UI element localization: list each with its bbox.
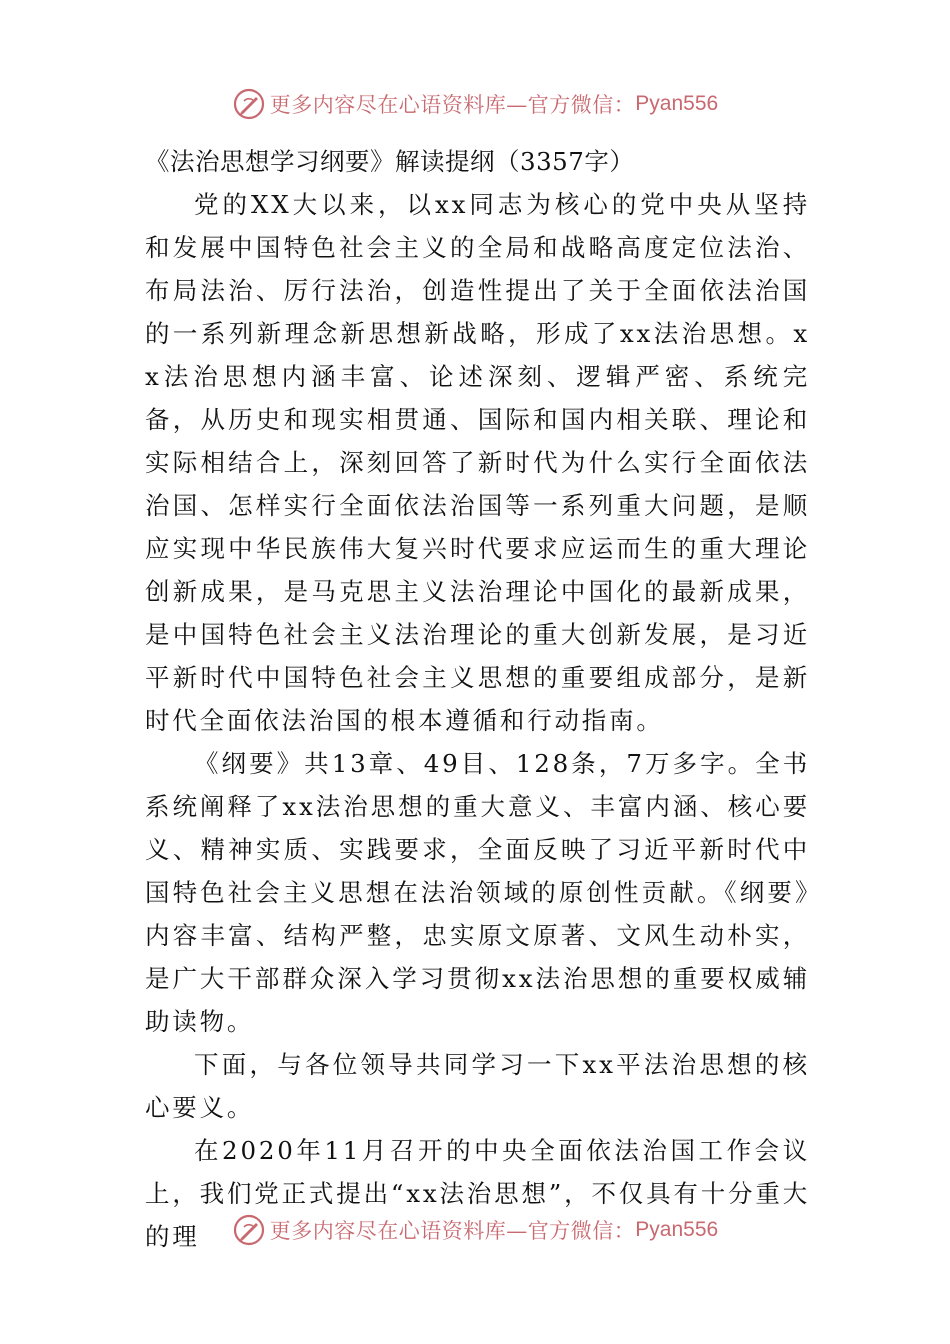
pen-logo-icon (232, 87, 266, 121)
document-title: 《法治思想学习纲要》解读提纲（3357字） (145, 147, 635, 176)
banner-wechat-handle: Pyan556 (635, 92, 719, 115)
banner-wechat-handle: Pyan556 (635, 1218, 719, 1241)
banner-text: 更多内容尽在心语资料库—官方微信： (269, 1219, 636, 1243)
paragraph: 党的XX大以来，以xx同志为核心的党中央从坚持和发展中国特色社会主义的全局和战略高度定位法治、布局法治、厉行法治，创造性提出了关于全面依法治国的一系列新理念新思想新战略，形成了xx法治思想。xx法治思想内涵丰富、论述深刻、逻辑严密、系统完备，从历史和现实相贯通、国际和国内相关联、理论和实际相结合上，深刻回答了新时代为什么实行全面依法治国、怎样实行全面依法治国等一系列重大问题，是顺应实现中华民族伟大复兴时代要求应运而生的重大理论创新成果，是马克思主义法治理论中国化的最新成果，是中国特色社会主义法治理论的重大创新发展，是习近平新时代中国特色社会主义思想的重要组成部分，是新时代全面依法治国的根本遵循和行动指南。 (145, 190, 810, 735)
footer-banner (0, 1210, 950, 1250)
pen-logo-icon (232, 1213, 266, 1247)
paragraph: 下面，与各位领导共同学习一下xx平法治思想的核心要义。 (145, 1050, 810, 1122)
header-banner (0, 84, 950, 124)
document-body (145, 140, 810, 1258)
banner-text: 更多内容尽在心语资料库—官方微信： (269, 93, 636, 117)
paragraph: 《纲要》共13章、49目、128条，7万多字。全书系统阐释了xx法治思想的重大意义、丰富内涵、核心要义、精神实质、实践要求，全面反映了习近平新时代中国特色社会主义思想在法治领域的原创性贡献。《纲要》内容丰富、结构严整，忠实原文原著、文风生动朴实，是广大干部群众深入学习贯彻xx法治思想的重要权威辅助读物。 (145, 749, 810, 1036)
paragraph: 在2020年11月召开的中央全面依法治国工作会议上，我们党正式提出“xx法治思想”，不仅具有十分重大的理 (145, 1136, 810, 1251)
